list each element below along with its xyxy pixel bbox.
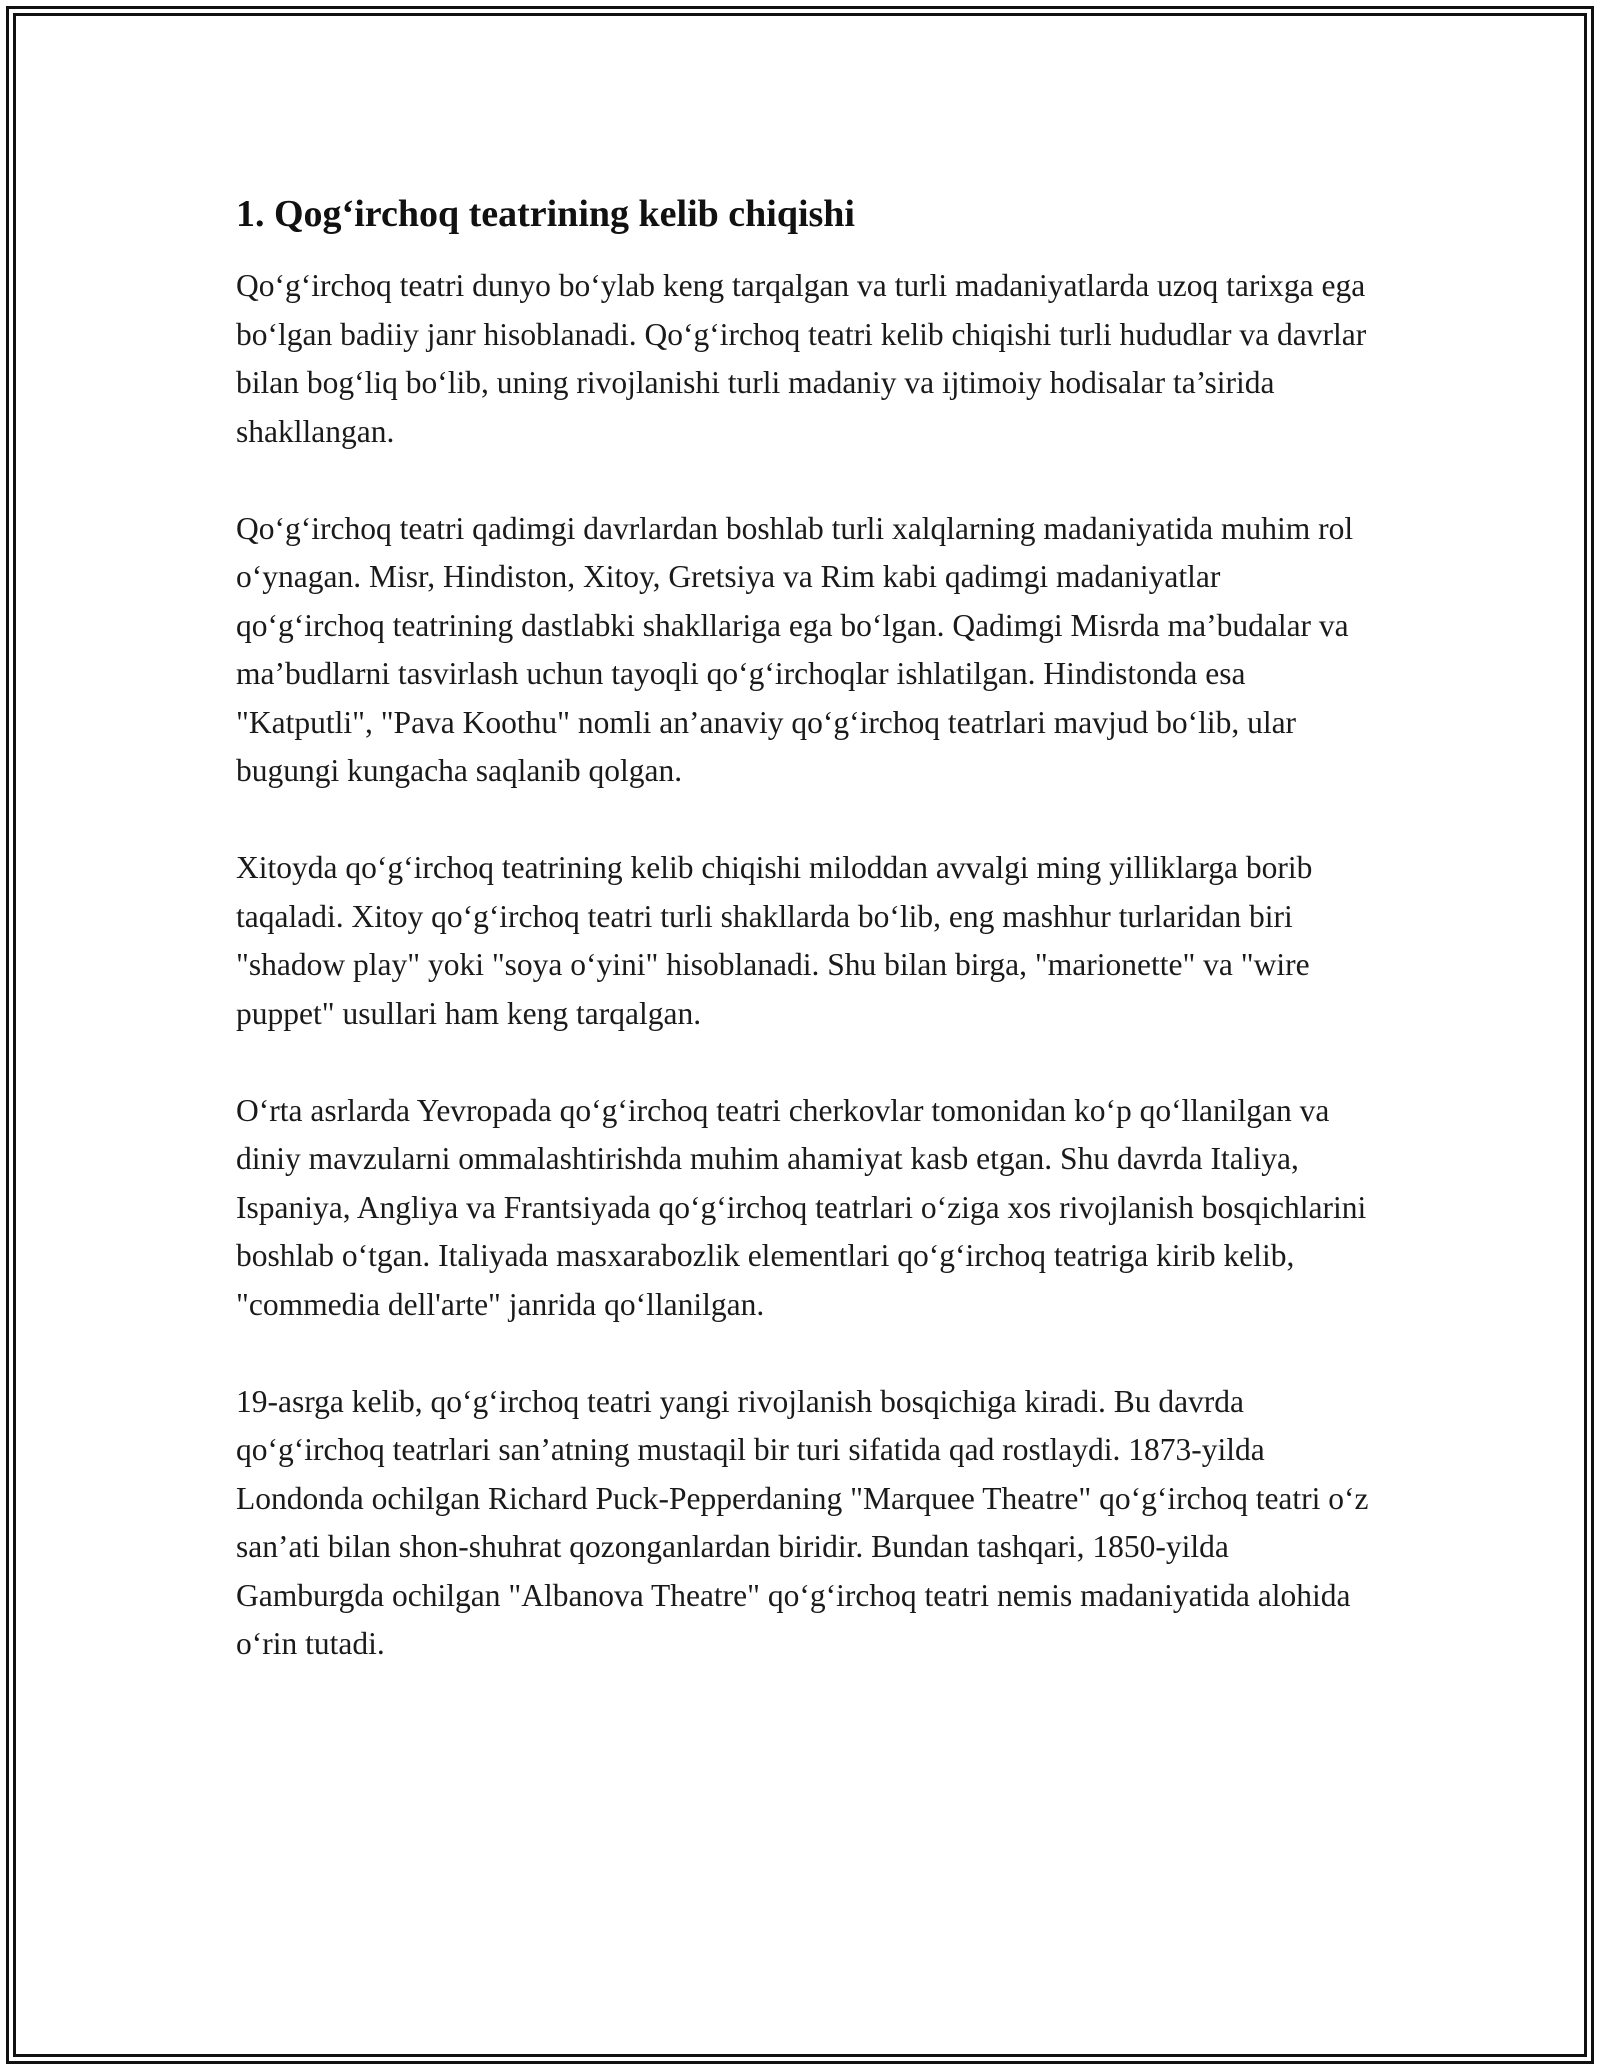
document-body (236, 190, 1376, 1717)
paragraph: Qo‘g‘irchoq teatri qadimgi davrlardan boshlab turli xalqlarning madaniyatida muhim rol o‘ynagan. Misr, Hindiston, Xitoy, Gretsiya va Rim kabi qadimgi madaniyatlar qo‘g‘irchoq teatrining dastlabki shakllariga ega bo‘lgan. Qadimgi Misrda ma’budalar va ma’budlarni tasvirlash uchun tayoqli qo‘g‘irchoqlar ishlatilgan. Hindistonda esa "Katputli", "Pava Koothu" nomli an’anaviy qo‘g‘irchoq teatrlari mavjud bo‘lib, ular bugungi kungacha saqlanib qolgan. (236, 510, 1354, 788)
paragraph: O‘rta asrlarda Yevropada qo‘g‘irchoq teatri cherkovlar tomonidan ko‘p qo‘llanilgan va diniy mavzularni ommalashtirishda muhim ahamiyat kasb etgan. Shu davrda Italiya, Ispaniya, Angliya va Frantsiyada qo‘g‘irchoq teatrlari o‘ziga xos rivojlanish bosqichlarini boshlab o‘tgan. Italiyada masxarabozlik elementlari qo‘g‘irchoq teatriga kirib kelib, "commedia dell'arte" janrida qo‘llanilgan. (236, 1092, 1367, 1322)
paragraph: Xitoyda qo‘g‘irchoq teatrining kelib chiqishi miloddan avvalgi ming yilliklarga borib taqaladi. Xitoy qo‘g‘irchoq teatri turli shakllarda bo‘lib, eng mashhur turlaridan biri "shadow play" yoki "soya o‘yini" hisoblanadi. Shu bilan birga, "marionette" va "wire puppet" usullari ham keng tarqalgan. (236, 850, 1313, 1031)
paragraph: Qo‘g‘irchoq teatri dunyo bo‘ylab keng tarqalgan va turli madaniyatlarda uzoq tarixga ega bo‘lgan badiiy janr hisoblanadi. Qo‘g‘irchoq teatri kelib chiqishi turli hududlar va davrlar bilan bog‘liq bo‘lib, uning rivojlanishi turli madaniy va ijtimoiy hodisalar ta’sirida shakllangan. (236, 268, 1367, 449)
section-title: 1. Qog‘irchoq teatrining kelib chiqishi (236, 193, 855, 235)
paragraph: 19-asrga kelib, qo‘g‘irchoq teatri yangi rivojlanish bosqichiga kiradi. Bu davrda qo‘g‘irchoq teatrlari san’atning mustaqil bir turi sifatida qad rostlaydi. 1873-yilda Londonda ochilgan Richard Puck-Pepperdaning "Marquee Theatre" qo‘g‘irchoq teatri o‘z san’ati bilan shon-shuhrat qozonganlardan biridir. Bundan tashqari, 1850-yilda Gamburgda ochilgan "Albanova Theatre" qo‘g‘irchoq teatri nemis madaniyatida alohida o‘rin tutadi. (236, 1383, 1369, 1661)
